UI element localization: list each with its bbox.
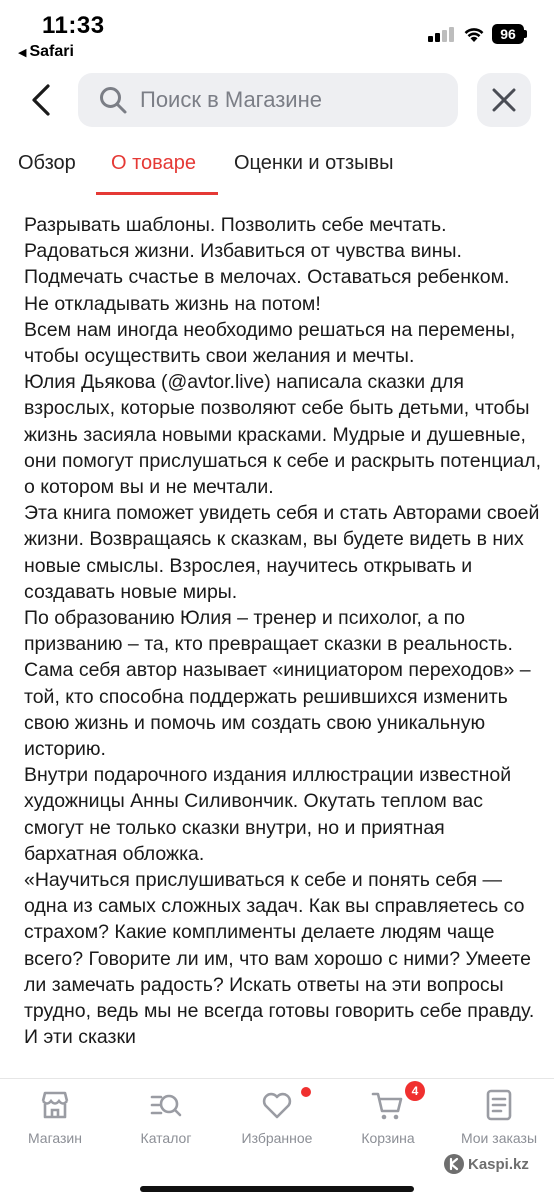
nav-cart[interactable] — [333, 1079, 443, 1159]
description-paragraph: Всем нам иногда необходимо решаться на перемены, чтобы осуществить свои желания и мечты. — [24, 318, 516, 368]
kaspi-logo-icon — [444, 1154, 464, 1174]
nav-catalog[interactable] — [111, 1079, 221, 1159]
nav-store[interactable] — [0, 1079, 110, 1159]
nav-favorites[interactable] — [222, 1079, 332, 1159]
close-button[interactable] — [477, 73, 531, 127]
wifi-icon — [462, 24, 486, 44]
product-description[interactable] — [24, 212, 542, 1078]
search-bar[interactable] — [78, 73, 458, 127]
tab-about-product[interactable]: О товаре — [111, 152, 196, 174]
battery-tip-icon — [524, 30, 527, 38]
description-paragraph: «Научиться прислушиваться к себе и понять себя — одна из самых сложных задач. Как вы справляетесь со страхом? Какие комплименты делаете людям чаще всего? Говорите ли им, что вам хорошо с ними? Умеете ли замечать радость? Искать ответы на эти вопросы трудно, ведь мы не всегда готовы говорить себе правду. И эти сказки — [24, 869, 535, 1049]
catalog-search-icon — [148, 1087, 184, 1123]
battery-level: 96 — [492, 24, 524, 44]
back-app-label: Safari — [29, 43, 74, 60]
product-tabs — [0, 140, 554, 196]
search-icon — [98, 85, 128, 115]
back-triangle-icon: ◀ — [18, 47, 27, 59]
nav-orders[interactable] — [444, 1079, 554, 1159]
back-button[interactable] — [24, 78, 64, 122]
description-paragraph: Подмечать счастье в мелочах. Оставаться ребенком. — [24, 266, 510, 289]
nav-store-label: Магазин — [27, 1130, 82, 1146]
description-paragraph: Не откладывать жизнь на потом! — [24, 292, 321, 315]
active-tab-indicator — [96, 192, 218, 195]
status-bar — [0, 0, 554, 70]
cart-count-badge: 4 — [405, 1081, 425, 1101]
kaspi-watermark — [444, 1152, 529, 1176]
description-paragraph: По образованию Юлия – тренер и психолог, а по призванию – та, кто превращает сказки в реальность. Сама себя автор называет «инициатором переходов» – той, кто способна поддержать решившихся изменить свою жизнь и помочь им создать свою уникальную историю. — [24, 607, 531, 761]
description-paragraph: Разрывать шаблоны. Позволить себе мечтать. — [24, 214, 447, 236]
bottom-navigation — [0, 1078, 554, 1158]
search-input[interactable] — [140, 81, 440, 119]
cellular-signal-icon — [428, 26, 456, 42]
description-paragraph: Внутри подарочного издания иллюстрации известной художницы Анны Силивончик. Окутать теплом вас смогут не только сказки внутри, но и приятная бархатная обложка. — [24, 764, 512, 865]
store-icon — [37, 1087, 73, 1123]
tab-overview[interactable]: Обзор — [18, 152, 76, 174]
watermark-text: Kaspi.kz — [468, 1155, 529, 1173]
tab-reviews[interactable]: Оценки и отзывы — [234, 152, 394, 174]
back-to-safari-link[interactable] — [18, 43, 74, 61]
nav-cart-label: Корзина — [361, 1130, 415, 1146]
home-indicator — [140, 1186, 414, 1192]
status-time: 11:33 — [42, 12, 105, 39]
cart-icon — [370, 1087, 406, 1123]
heart-icon — [259, 1087, 295, 1123]
description-paragraph: Юлия Дьякова (@avtor.live) написала сказки для взрослых, которые позволяют себе быть детьми, чтобы жизнь засияла новыми красками. Мудрые и душевные, они помогут прислушаться к себе и раскрыть потенциал, о котором вы и не мечтали. — [24, 371, 542, 499]
description-paragraph: Радоваться жизни. Избавиться от чувства вины. — [24, 240, 462, 263]
orders-icon — [481, 1087, 517, 1123]
close-icon — [491, 87, 517, 113]
chevron-left-icon — [24, 78, 64, 122]
nav-catalog-label: Каталог — [140, 1130, 192, 1146]
nav-favorites-label: Избранное — [241, 1130, 313, 1146]
nav-orders-label: Мои заказы — [460, 1130, 538, 1146]
description-paragraph: Эта книга поможет увидеть себя и стать Авторами своей жизни. Возвращаясь к сказкам, вы будете видеть в них новые смыслы. Взрослея, научитесь открывать и создавать новые миры. — [24, 502, 540, 603]
favorites-dot — [301, 1087, 311, 1097]
